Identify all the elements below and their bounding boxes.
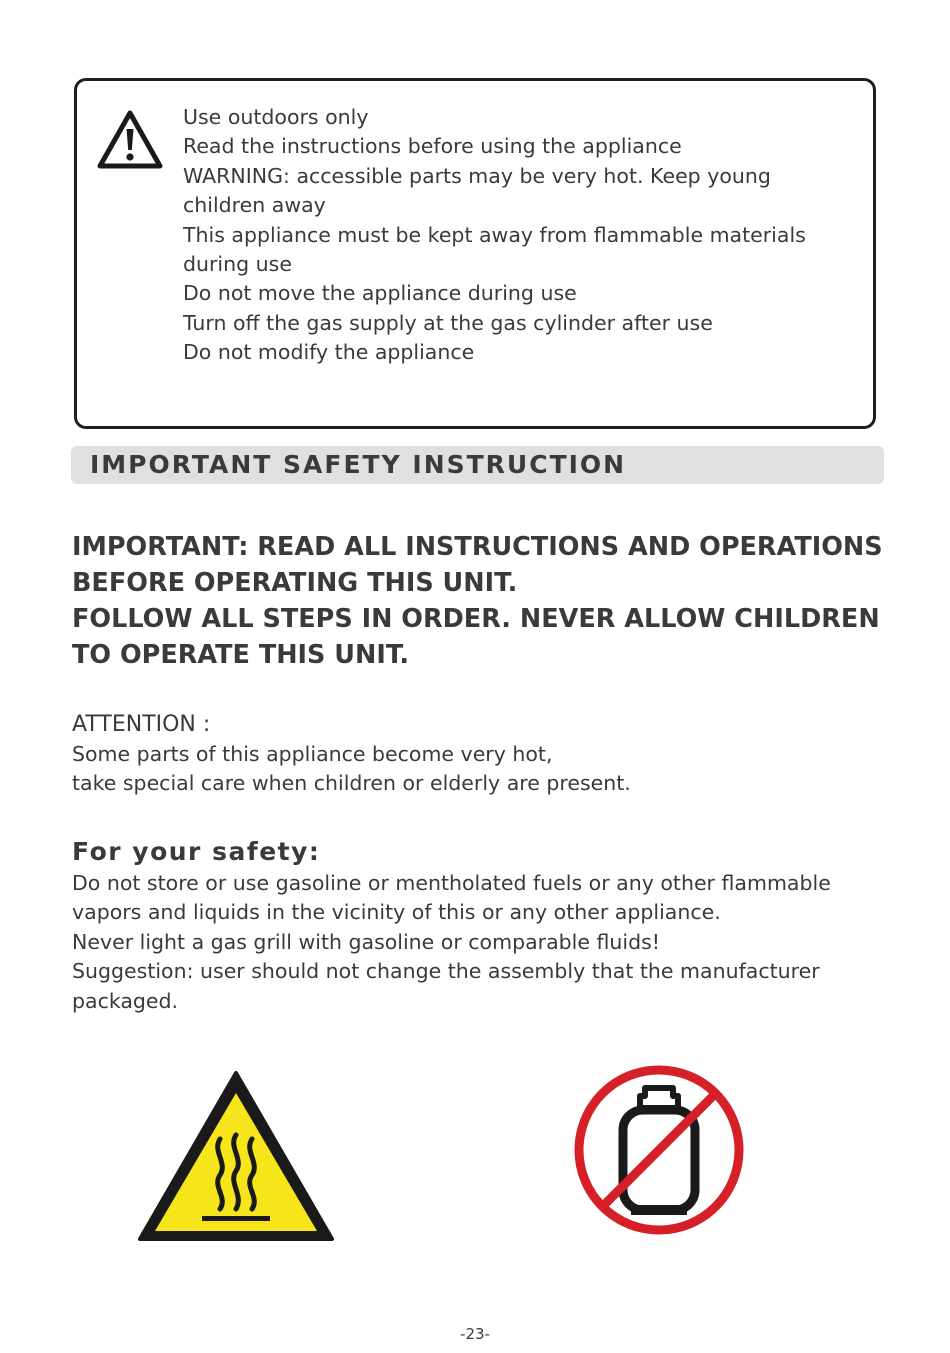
- important-notice: [72, 529, 892, 673]
- warning-line: Read the instructions before using the appliance: [183, 134, 682, 159]
- warning-list: [183, 103, 873, 368]
- safety-line: vapors and liquids in the vicinity of this or any other appliance.: [72, 900, 721, 925]
- warning-box: [74, 78, 876, 429]
- important-line: BEFORE OPERATING THIS UNIT.: [72, 568, 518, 598]
- hot-surface-warning-icon: [136, 1069, 336, 1243]
- warning-line: Do not modify the appliance: [183, 340, 475, 365]
- safety-line: Never light a gas grill with gasoline or comparable fluids!: [72, 929, 660, 954]
- page-number: -23-: [460, 1325, 490, 1343]
- safety-line: Suggestion: user should not change the assembly that the manufacturer: [72, 959, 820, 984]
- warning-line: during use: [183, 252, 292, 277]
- attention-line: take special care when children or elderly are present.: [72, 771, 631, 796]
- attention-section: [72, 710, 631, 799]
- warning-line: Use outdoors only: [183, 105, 369, 129]
- no-gas-cylinder-icon: [573, 1064, 745, 1236]
- section-banner: [71, 446, 884, 484]
- warning-line: children away: [183, 193, 326, 218]
- warning-line: This appliance must be kept away from flammable materials: [183, 222, 806, 247]
- attention-label: ATTENTION :: [72, 712, 211, 737]
- safety-section: [72, 835, 892, 1016]
- section-title: IMPORTANT SAFETY INSTRUCTION: [90, 450, 627, 479]
- warning-line: Turn off the gas supply at the gas cylinder after use: [183, 310, 713, 335]
- warning-line: Do not move the appliance during use: [183, 281, 577, 306]
- safety-heading: For your safety:: [72, 837, 321, 866]
- safety-line: Do not store or use gasoline or mentholated fuels or any other flammable: [72, 871, 831, 895]
- warning-line: WARNING: accessible parts may be very hot. Keep young: [183, 163, 771, 188]
- attention-line: Some parts of this appliance become very hot,: [72, 742, 553, 766]
- important-line: IMPORTANT: READ ALL INSTRUCTIONS AND OPERATIONS: [72, 532, 883, 562]
- important-line: FOLLOW ALL STEPS IN ORDER. NEVER ALLOW CHILDREN: [72, 604, 880, 634]
- safety-line: packaged.: [72, 988, 179, 1013]
- important-line: TO OPERATE THIS UNIT.: [72, 640, 410, 670]
- warning-triangle-icon: [96, 109, 164, 171]
